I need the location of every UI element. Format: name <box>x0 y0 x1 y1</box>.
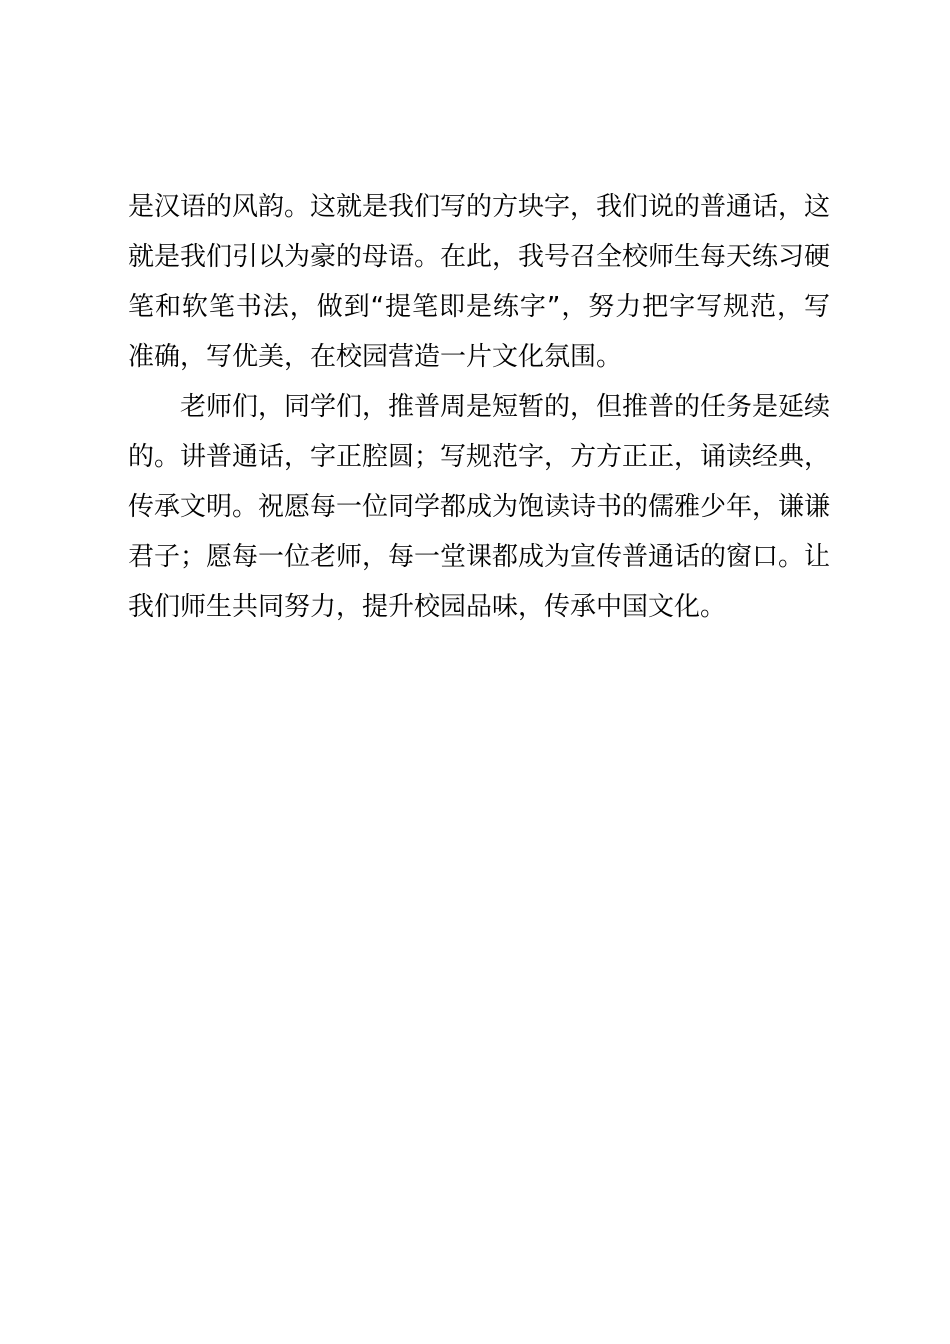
document-body <box>128 182 830 632</box>
paragraph-closing: 老师们，同学们，推普周是短暂的，但推普的任务是延续的。讲普通话，字正腔圆；写规范字，方方正正，诵读经典，传承文明。祝愿每一位同学都成为饱读诗书的儒雅少年，谦谦君子；愿每一位老师，每一堂课都成为宣传普通话的窗口。让我们师生共同努力，提升校园品味，传承中国文化。 <box>128 392 831 622</box>
paragraph-continuation: 是汉语的风韵。这就是我们写的方块字，我们说的普通话，这就是我们引以为豪的母语。在此，我号召全校师生每天练习硬笔和软笔书法，做到“提笔即是练字”，努力把字写规范，写准确，写优美，在校园营造一片文化氛围。 <box>128 192 831 372</box>
